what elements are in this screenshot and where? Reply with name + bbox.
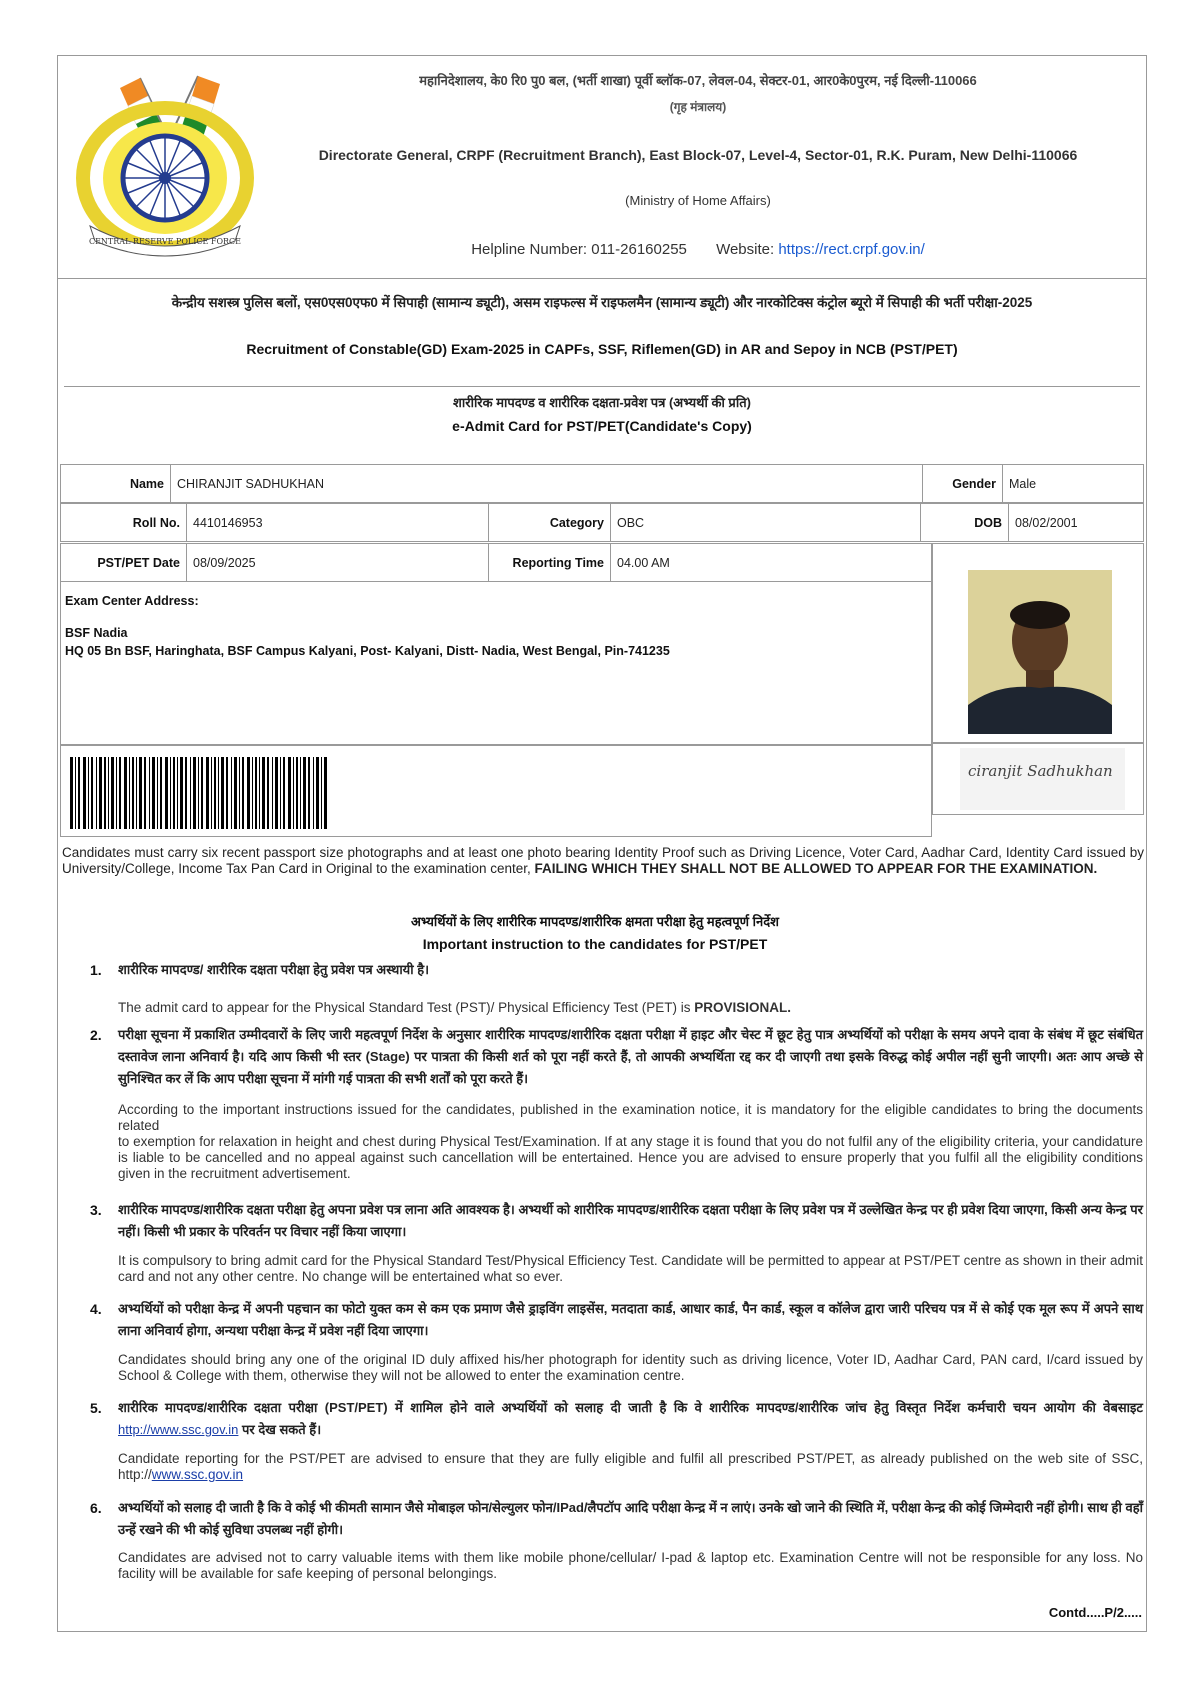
item-number: 5. [90, 1400, 102, 1416]
exam-center-name: BSF Nadia [65, 626, 128, 640]
divider [64, 386, 1140, 387]
item-hindi [118, 1397, 1143, 1441]
dob-label: DOB [921, 504, 1009, 542]
website-label: Website: [716, 241, 775, 258]
time-value: 04.00 AM [611, 544, 932, 582]
category-label: Category [489, 504, 611, 542]
item-number: 2. [90, 1027, 102, 1043]
header [58, 56, 1146, 278]
admit-card-page [57, 55, 1147, 1632]
table-row [61, 504, 1144, 542]
item-english: According to the important instructions issued for the candidates, published in the examination notice, it is mandatory for the eligible candidates to bring the documents related [118, 1102, 1143, 1133]
item-hindi: परीक्षा सूचना में प्रकाशित उम्मीदवारों के लिए जारी महत्वपूर्ण निर्देश के अनुसार शारीरिक मापदण्ड/शारीरिक दक्षता परीक्षा में हाइट और चेस्ट में छूट हेतु पात्र अभ्यर्थियों को परीक्षा के समय अपने दावा के संबंध में छूट संबंधित दस्तावेज लाना अनिवार्य है। यदि आप किसी भी स्तर (Stage) पर पात्रता की किसी शर्त को पूरा नहीं करते हैं, तो आपकी अभ्यर्थिता रद्द कर दी जाएगी तथा इसके विरुद्ध कोई अपील नहीं सुनी जाएगी। अतः आप अच्छे से सुनिश्चित कर लें कि आप परीक्षा सूचना में मांगी गई पात्रता की सभी शर्तों को पूरा करते हैं। [118, 1027, 1143, 1086]
dob-value: 08/02/2001 [1009, 504, 1144, 542]
item-hindi-tail: पर देख सकते हैं। [242, 1422, 322, 1437]
item-hindi: अभ्यर्थियों को परीक्षा केन्द्र में अपनी पहचान का फोटो युक्त कम से कम एक प्रमाण जैसे ड्राइविंग लाइसेंस, मतदाता कार्ड, आधार कार्ड, पैन कार्ड, स्कूल व कॉलेज द्वारा जारी परिचय पत्र में से कोई एक मूल रूप में अपने साथ लाना अनिवार्य होगा, अन्यथा परीक्षा केन्द्र में प्रवेश नहीं दिया जाएगा। [118, 1301, 1143, 1338]
card-title-hindi: शारीरिक मापदण्ड व शारीरिक दक्षता-प्रवेश पत्र (अभ्यर्थी की प्रति) [453, 395, 751, 410]
item-english-text: The admit card to appear for the Physical Standard Test (PST)/ Physical Efficiency Test (PET) is [118, 1000, 691, 1015]
exam-center-box [60, 581, 932, 745]
helpline-number: Helpline Number: 011-26160255 [471, 241, 687, 258]
candidate-signature [960, 748, 1125, 810]
exam-center-label: Exam Center Address: [65, 594, 199, 608]
barcode-icon [70, 757, 330, 829]
item-hindi: शारीरिक मापदण्ड/शारीरिक दक्षता परीक्षा हेतु अपना प्रवेश पत्र लाना अति आवश्यक है। अभ्यर्थी को शारीरिक मापदण्ड/शारीरिक दक्षता परीक्षा के लिए प्रवेश पत्र में उल्लेखित केन्द्र पर ही प्रवेश दिया जाएगा, किसी अन्य केन्द्र पर नहीं। किसी भी प्रकार के परिवर्तन पर विचार नहीं किया जाएगा। [118, 1202, 1143, 1239]
item-english [118, 1000, 1143, 1016]
continued-marker: Contd.....P/2..... [1048, 1605, 1142, 1620]
roll-label: Roll No. [61, 504, 187, 542]
roll-value: 4410146953 [187, 504, 489, 542]
gender-label: Gender [923, 465, 1003, 503]
item-number: 6. [90, 1500, 102, 1516]
item-hindi-text: शारीरिक मापदण्ड/शारीरिक दक्षता परीक्षा (PST/PET) में शामिल होने वाले अभ्यर्थियों को सलाह दी जाती है कि वे शारीरिक मापदण्ड/शारीरिक जांच हेतु विस्तृत निर्देश कर्मचारी चयन आयोग की वेबसाइट [118, 1400, 1143, 1415]
item-hindi: शारीरिक मापदण्ड/ शारीरिक दक्षता परीक्षा हेतु प्रवेश पत्र अस्थायी है। [118, 962, 430, 977]
candidate-details-table [60, 503, 1144, 542]
website-link[interactable]: https://rect.crpf.gov.in/ [778, 241, 925, 258]
hindi-ministry: (गृह मंत्रालय) [669, 100, 727, 114]
time-label: Reporting Time [489, 544, 611, 582]
gender-value: Male [1003, 465, 1144, 503]
candidate-details-table [60, 543, 932, 582]
item-english: Candidates should bring any one of the original ID duly affixed his/her photograph for identity such as driving licence, Voter ID, Aadhar Card, PAN card, I/card issued by School & College with them, otherwise they will not be allowed to enter the examination centre. [118, 1352, 1143, 1383]
crpf-emblem-icon [70, 66, 255, 261]
item-number: 3. [90, 1202, 102, 1218]
english-ministry: (Ministry of Home Affairs) [625, 193, 771, 208]
date-value: 08/09/2025 [187, 544, 489, 582]
notice-text: Candidates must carry six recent passport size photographs and at least one photo bearing Identity Proof such as Driving Licence, Voter Card, Aadhar Card, Identity Card issued by University/College, Income Tax Pan Card in Original to the examination center, [62, 845, 1144, 876]
ssc-link[interactable]: www.ssc.gov.in [151, 1467, 244, 1482]
card-title-english: e-Admit Card for PST/PET(Candidate's Copy) [452, 418, 752, 434]
item-number: 4. [90, 1301, 102, 1317]
item-english: It is compulsory to bring admit card for the Physical Standard Test/Physical Efficiency Test. Candidate will be permitted to appear at PST/PET centre as shown in their admit card and not any other centre. No change will be entertained what so ever. [118, 1253, 1143, 1284]
item-hindi: अभ्यर्थियों को सलाह दी जाती है कि वे कोई भी कीमती सामान जैसे मोबाइल फोन/सेल्युलर फोन/IPad/लैपटॉप आदि परीक्षा केन्द्र में न लाएं। उनके खो जाने की स्थिति में, परीक्षा केन्द्र की कोई जिम्मेदारी नहीं होगी। साथ ही वहाँ उन्हें रखने की भी कोई सुविधा उपलब्ध नहीं होगी। [118, 1500, 1143, 1537]
name-label: Name [61, 465, 171, 503]
signature-text: ciranjit Sadhukhan [968, 762, 1113, 780]
table-row [61, 465, 1144, 503]
id-proof-notice [62, 845, 1144, 877]
candidate-photo [968, 570, 1112, 734]
item-english: Candidates are advised not to carry valuable items with them like mobile phone/cellular/ I-pad & laptop etc. Examination Centre will not be responsible for any loss. No facility will be available for safe keeping of personal belongings. [118, 1550, 1143, 1581]
candidate-details-table [60, 464, 1144, 503]
item-english-text: Candidate reporting for the PST/PET are advised to ensure that they are fully eligible and fulfil all prescribed PST/PET, as already published on the web site of SSC, http:// [118, 1451, 1143, 1482]
hindi-address: महानिदेशालय, के0 रि0 पु0 बल, (भर्ती शाखा) पूर्वी ब्लॉक-07, लेवल-04, सेक्टर-01, आर0के0पुरम, नई दिल्ली-110066 [419, 73, 977, 88]
category-value: OBC [611, 504, 921, 542]
exam-title-english: Recruitment of Constable(GD) Exam-2025 in CAPFs, SSF, Riflemen(GD) in AR and Sepoy in NCB (PST/PET) [246, 341, 958, 357]
item-english-bold: PROVISIONAL. [694, 1000, 792, 1015]
divider [58, 278, 1146, 279]
item-english [118, 1451, 1143, 1483]
ssc-link[interactable]: http://www.ssc.gov.in [118, 1422, 239, 1437]
item-english-continued: to exemption for relaxation in height and chest during Physical Test/Examination. If at any stage it is found that you do not fulfil any of the eligibility criteria, your candidature is liable to be cancelled and no appeal against such cancellation will be entertained. Hence you are advised to ensure properly that you fulfil all the eligibility conditions given in the recruitment advertisement. [118, 1134, 1143, 1181]
svg-text:CENTRAL RESERVE POLICE FORCE: CENTRAL RESERVE POLICE FORCE [88, 237, 242, 246]
helpline-line [288, 241, 1108, 258]
table-row [61, 544, 932, 582]
exam-title-hindi: केन्द्रीय सशस्त्र पुलिस बलों, एस0एस0एफ0 में सिपाही (सामान्य ड्यूटी), असम राइफल्स में राइफलमैन (सामान्य ड्यूटी) और नारकोटिक्स कंट्रोल ब्यूरो में सिपाही की भर्ती परीक्षा-2025 [171, 295, 1033, 310]
instructions-heading-english: Important instruction to the candidates for PST/PET [422, 936, 768, 952]
exam-center-address: HQ 05 Bn BSF, Haringhata, BSF Campus Kalyani, Post- Kalyani, Distt- Nadia, West Bengal, Pin-741235 [65, 644, 670, 658]
instructions-heading-hindi: अभ्यर्थियों के लिए शारीरिक मापदण्ड/शारीरिक क्षमता परीक्षा हेतु महत्वपूर्ण निर्देश [410, 914, 779, 929]
notice-bold: FAILING WHICH THEY SHALL NOT BE ALLOWED TO APPEAR FOR THE EXAMINATION. [534, 861, 1098, 876]
name-value: CHIRANJIT SADHUKHAN [171, 465, 923, 503]
date-label: PST/PET Date [61, 544, 187, 582]
english-address: Directorate General, CRPF (Recruitment Branch), East Block-07, Level-4, Sector-01, R.K. Puram, New Delhi-110066 [318, 147, 1078, 163]
item-number: 1. [90, 962, 102, 978]
